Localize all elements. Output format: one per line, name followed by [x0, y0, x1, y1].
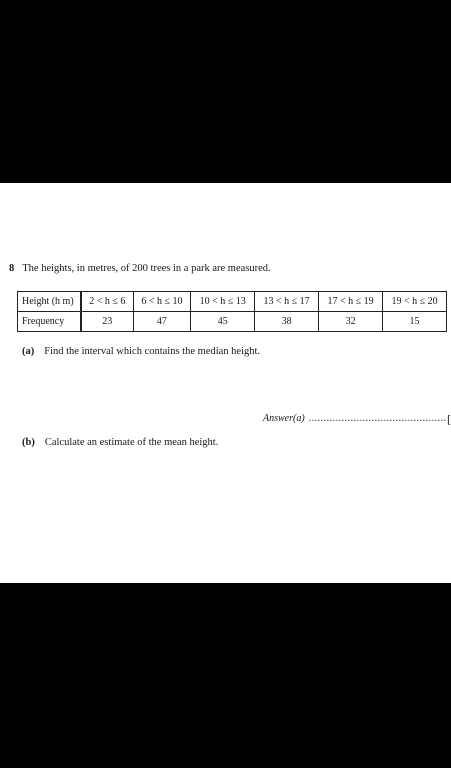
frequency-cell: 32 [319, 312, 383, 332]
bottom-black-border [0, 583, 451, 768]
frequency-cell: 47 [133, 312, 191, 332]
interval-cell: 19 < h ≤ 20 [383, 292, 447, 312]
top-black-border [0, 0, 451, 183]
frequency-cell: 23 [81, 312, 133, 332]
part-a-label: (a) [22, 346, 35, 357]
row-header-frequency: Frequency [18, 312, 82, 332]
interval-cell: 17 < h ≤ 19 [319, 292, 383, 312]
table-row-frequency [18, 312, 447, 332]
frequency-table [17, 291, 447, 332]
question-number: 8 [9, 263, 15, 274]
table-row-height [18, 292, 447, 312]
answer-a-label: Answer(a) [263, 413, 305, 424]
part-b [22, 437, 218, 448]
interval-cell: 10 < h ≤ 13 [191, 292, 255, 312]
answer-a-line[interactable] [263, 413, 447, 424]
question-line [9, 263, 271, 274]
part-a-text: Find the interval which contains the median height. [44, 346, 261, 357]
frequency-cell: 15 [383, 312, 447, 332]
exam-paper [0, 183, 451, 583]
interval-cell: 6 < h ≤ 10 [133, 292, 191, 312]
frequency-cell: 38 [255, 312, 319, 332]
row-header-height: Height (h m) [18, 292, 82, 312]
part-a [22, 346, 260, 357]
part-b-text: Calculate an estimate of the mean height. [44, 437, 219, 448]
answer-a-dots[interactable]: .............................................. [308, 413, 447, 424]
part-b-label: (b) [22, 437, 35, 448]
marks-bracket: [ [447, 412, 451, 426]
interval-cell: 13 < h ≤ 17 [255, 292, 319, 312]
frequency-cell: 45 [191, 312, 255, 332]
interval-cell: 2 < h ≤ 6 [81, 292, 133, 312]
question-text: The heights, in metres, of 200 trees in a park are measured. [22, 263, 271, 274]
